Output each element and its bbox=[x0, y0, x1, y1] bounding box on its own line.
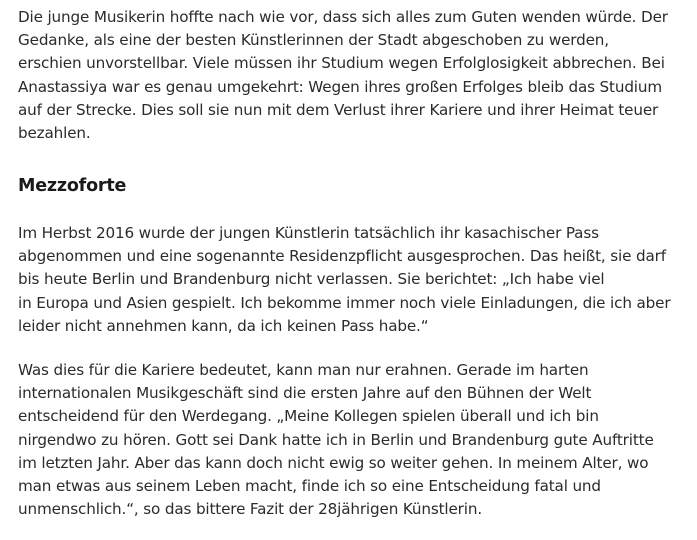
section-heading: Mezzoforte bbox=[18, 176, 127, 196]
paragraph-line: bezahlen. bbox=[18, 124, 91, 143]
paragraph-line: im letzten Jahr. Aber das kann doch nicht ewig so weiter gehen. In meinem Alter, wo bbox=[18, 453, 649, 472]
paragraph-line: Die junge Musikerin hoffte nach wie vor, dass sich alles zum Guten wenden würde. Der bbox=[18, 8, 668, 26]
paragraph-line: erschien unvorstellbar. Viele müssen ihr Studium wegen Erfolglosigkeit abbrechen. Bei bbox=[18, 54, 665, 73]
paragraph-passport bbox=[18, 222, 670, 338]
paragraph-line: leider nicht annehmen kann, da ich keinen Pass habe.“ bbox=[18, 316, 429, 335]
paragraph-line: Was dies für die Kariere bedeutet, kann man nur erahnen. Gerade im harten bbox=[18, 361, 589, 379]
paragraph-line: in Europa und Asien gespielt. Ich bekomme immer noch viele Einladungen, die ich aber bbox=[18, 293, 671, 312]
paragraph-intro bbox=[18, 6, 668, 145]
paragraph-line: abgenommen und eine sogenannte Residenzpflicht ausgesprochen. Das heißt, sie darf bbox=[18, 247, 666, 266]
paragraph-line: unmenschlich.“, so das bittere Fazit der 28jährigen Künstlerin. bbox=[18, 500, 482, 519]
paragraph-line: Anastassiya war es genau umgekehrt: Wegen ihres großen Erfolges bleib das Studium bbox=[18, 77, 662, 96]
paragraph-line: Im Herbst 2016 wurde der jungen Künstlerin tatsächlich ihr kasachischer Pass bbox=[18, 224, 599, 242]
paragraph-line: Gedanke, als eine der besten Künstlerinnen der Stadt abgeschoben zu werden, bbox=[18, 31, 609, 50]
paragraph-line: nirgendwo zu hören. Gott sei Dank hatte ich in Berlin und Brandenburg gute Auftritte bbox=[18, 430, 654, 449]
paragraph-line: internationalen Musikgeschäft sind die ersten Jahre auf den Bühnen der Welt bbox=[18, 384, 592, 403]
paragraph-line: bis heute Berlin und Brandenburg nicht verlassen. Sie berichtet: „Ich habe viel bbox=[18, 270, 605, 289]
paragraph-line: man etwas aus seinem Leben macht, finde ich so eine Entscheidung fatal und bbox=[18, 477, 601, 496]
paragraph-line: entscheidend für den Werdegang. „Meine Kollegen spielen überall und ich bin bbox=[18, 407, 599, 426]
paragraph-career bbox=[18, 359, 654, 521]
paragraph-line: auf der Strecke. Dies soll sie nun mit dem Verlust ihrer Kariere und ihrer Heimat teuer bbox=[18, 100, 659, 119]
